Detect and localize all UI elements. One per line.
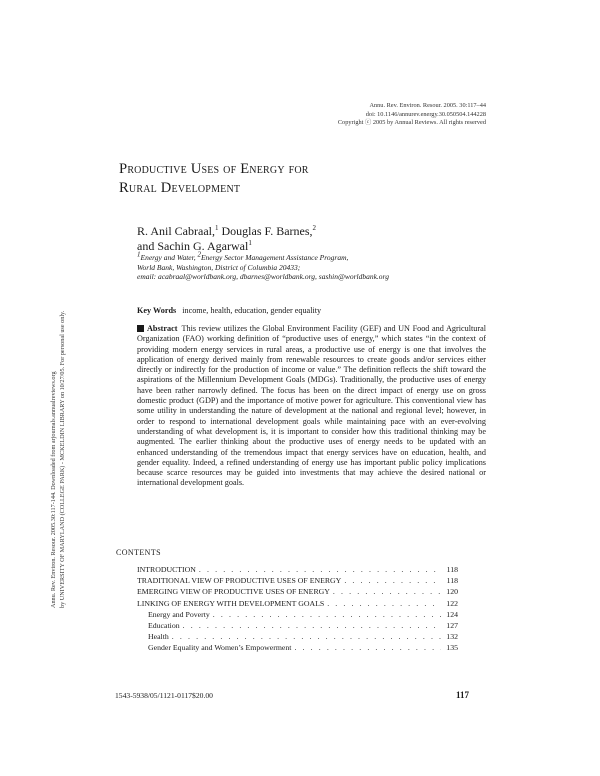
toc-leader bbox=[344, 576, 441, 585]
keywords-label: Key Words bbox=[137, 306, 177, 315]
toc-title: TRADITIONAL VIEW OF PRODUCTIVE USES OF ENERGY bbox=[137, 576, 342, 586]
toc-leader bbox=[199, 565, 441, 574]
abstract bbox=[137, 324, 486, 489]
toc-title: Education bbox=[148, 620, 180, 630]
affiliation-emails: email: acabraal@worldbank.org, dbarnes@worldbank.org, sashin@worldbank.org bbox=[137, 272, 389, 282]
toc-leader bbox=[327, 599, 441, 608]
toc-entry-health[interactable] bbox=[137, 632, 458, 643]
affiliation-line-1 bbox=[137, 250, 487, 263]
toc-entry-emerging-view[interactable] bbox=[137, 587, 458, 598]
toc-page: 135 bbox=[446, 643, 458, 653]
toc-page: 118 bbox=[446, 565, 458, 574]
author-barnes: Douglas F. Barnes, bbox=[218, 224, 313, 238]
contents-heading: CONTENTS bbox=[116, 548, 161, 557]
download-notice-line-1: Annu. Rev. Environ. Resour. 2005.30:117-144. Downloaded from arjournals.annualreviews.org bbox=[50, 371, 57, 608]
toc-title: Gender Equality and Women’s Empowerment bbox=[148, 643, 292, 653]
author-line-2 bbox=[137, 239, 316, 254]
affiliation-sup-2: 2 bbox=[197, 250, 201, 259]
table-of-contents bbox=[137, 565, 458, 655]
toc-entry-education[interactable] bbox=[137, 621, 458, 632]
toc-entry-linking-energy[interactable] bbox=[137, 599, 458, 610]
affiliation-sup-1: 1 bbox=[137, 250, 141, 259]
keywords bbox=[137, 306, 321, 315]
toc-entry-introduction[interactable] bbox=[137, 565, 458, 576]
toc-entry-gender-equality[interactable] bbox=[137, 643, 458, 654]
toc-title: Health bbox=[148, 632, 169, 642]
citation-copyright: Copyright ⓒ 2005 by Annual Reviews. All rights reserved bbox=[337, 119, 486, 127]
download-notice-line-2: by UNIVERSITY OF MARYLAND (COLLEGE PARK) - MCKELDIN LIBRARY on 10/27/05. For personal use only. bbox=[58, 310, 66, 608]
affiliation-block bbox=[137, 250, 487, 282]
square-bullet-icon bbox=[137, 325, 144, 332]
issn-price: 1543-5938/05/1121-0117$20.00 bbox=[115, 691, 213, 700]
toc-page: 118 bbox=[446, 576, 458, 586]
author-cabraal: R. Anil Cabraal, bbox=[137, 224, 215, 238]
toc-page: 122 bbox=[446, 598, 458, 608]
toc-leader bbox=[213, 610, 441, 619]
toc-page: 132 bbox=[446, 632, 458, 642]
citation-doi: doi: 10.1146/annurev.energy.30.050504.144228 bbox=[365, 110, 486, 118]
author-line-1 bbox=[137, 224, 316, 239]
author-agarwal: and Sachin G. Agarwal bbox=[137, 238, 249, 253]
toc-leader bbox=[294, 643, 441, 652]
title-line-2: Rural Development bbox=[119, 180, 241, 196]
download-notice bbox=[50, 28, 67, 608]
keywords-text: income, health, education, gender equality bbox=[182, 306, 322, 315]
toc-page: 127 bbox=[446, 620, 458, 630]
toc-title: EMERGING VIEW OF PRODUCTIVE USES OF ENERGY bbox=[137, 587, 330, 597]
article-title bbox=[119, 160, 309, 198]
toc-leader bbox=[183, 621, 441, 630]
page-number: 117 bbox=[456, 690, 470, 700]
affiliation-esmap: Energy Sector Management Assistance Program, bbox=[200, 253, 349, 262]
toc-leader bbox=[172, 632, 441, 641]
toc-entry-traditional-view[interactable] bbox=[137, 576, 458, 587]
affiliation-line-2: World Bank, Washington, District of Columbia 20433; bbox=[137, 262, 301, 272]
toc-leader bbox=[333, 587, 441, 596]
toc-title: LINKING OF ENERGY WITH DEVELOPMENT GOALS bbox=[137, 598, 325, 608]
toc-title: INTRODUCTION bbox=[137, 565, 196, 574]
toc-entry-energy-poverty[interactable] bbox=[137, 610, 458, 621]
author-list bbox=[137, 224, 316, 253]
toc-title: Energy and Poverty bbox=[148, 609, 210, 619]
affiliation-energy-water: Energy and Water, bbox=[140, 253, 198, 262]
author-barnes-sup: 2 bbox=[312, 224, 317, 232]
toc-page: 124 bbox=[446, 609, 458, 619]
abstract-text: This review utilizes the Global Environment Facility (GEF) and UN Food and Agricultural Organization (FAO) working definition of “productive uses of energy,” which states “in the context of providing modern energy services in rural areas, a productive use of energy is one that involves the application of energy derived mainly from renewable resources to create goods and/or services either directly or indirectly for the production of income or value.” The definition reflects the shift toward the aspirations of the Millennium Development Goals (MDGs). Traditionally, the productive uses of energy have been rather narrowly defined. The focus has been on the direct impact of energy use on gross domestic product (GDP) and the importance of motive power for agriculture. This conventional view has some utility in understanding the nature of development at the national and regional level; however, in order to respond to international development goals while maintaining pace with an ever-evolving understanding of what development is, it is important to consider how this traditional thinking may be augmented. The earlier thinking about the productive uses of energy needs to be updated with an enhanced understanding of the tremendous impact that energy services have on education, health, and gender equality. Indeed, a refined understanding of energy use has important public policy implications because scarce resources may be guided into investments that may achieve the desired national or international development goals. bbox=[137, 324, 486, 488]
author-cabraal-sup: 1 bbox=[215, 224, 219, 232]
abstract-label: Abstract bbox=[147, 324, 178, 333]
citation-block bbox=[300, 102, 486, 128]
title-line-1: Productive Uses of Energy for bbox=[119, 161, 309, 177]
toc-page: 120 bbox=[446, 587, 458, 597]
author-agarwal-sup: 1 bbox=[248, 238, 252, 247]
citation-journal: Annu. Rev. Environ. Resour. 2005. 30:117–44 bbox=[369, 102, 486, 109]
